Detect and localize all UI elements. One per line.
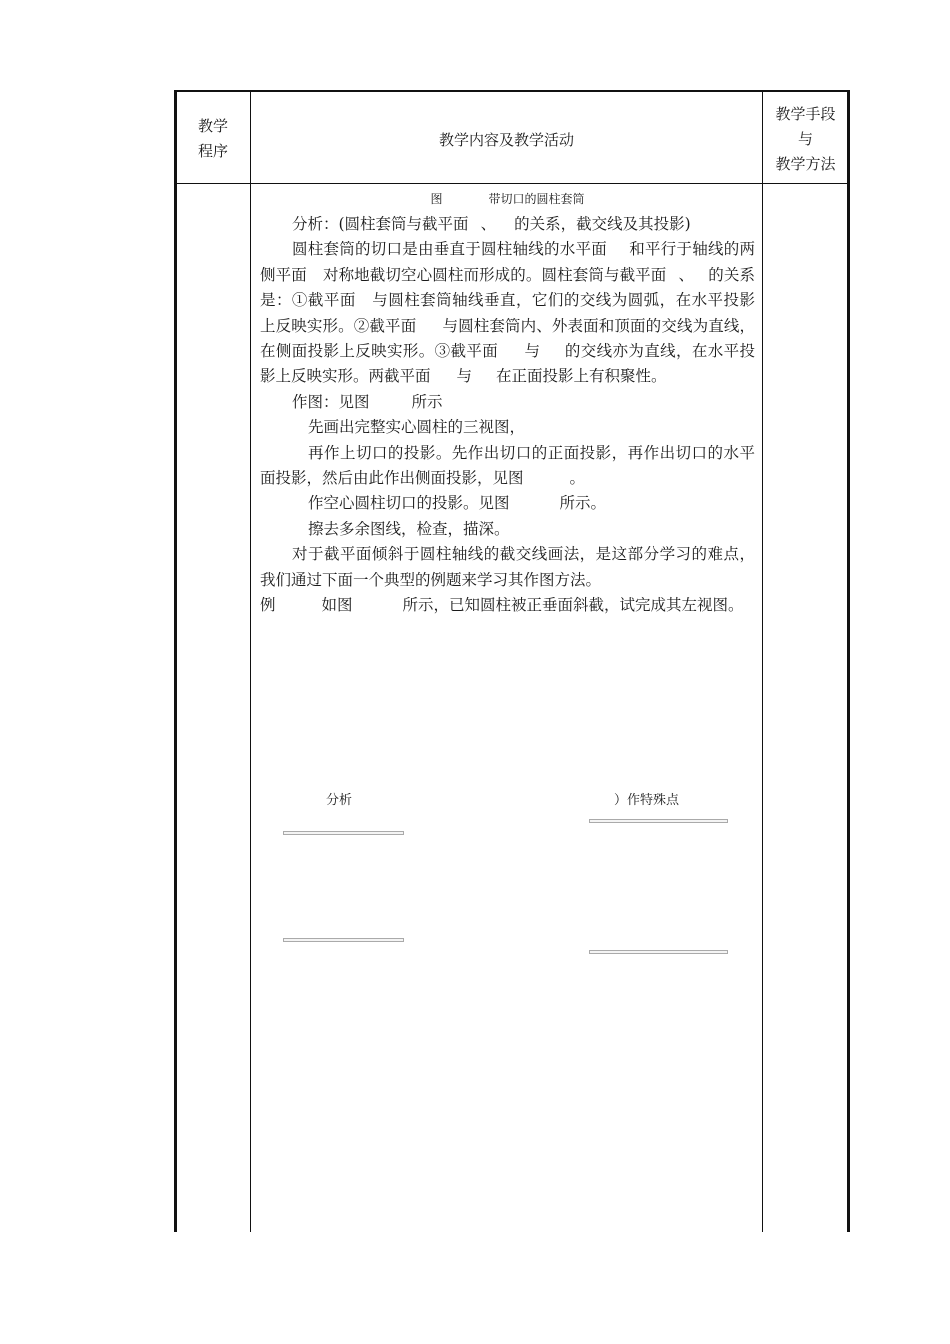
figure-placeholder-bar <box>283 831 404 835</box>
step-1: 先画出完整实心圆柱的三视图， <box>308 418 526 437</box>
column-divider-1 <box>250 90 251 1232</box>
lesson-content <box>260 188 755 619</box>
figure-label-analysis: 分析 <box>326 793 353 808</box>
column-divider-2 <box>762 90 763 1232</box>
example-line: 例 如图 所示，已知圆柱被正垂面斜截，试完成其左视图。 <box>260 596 744 615</box>
header-teaching-methods: 教学手段 与 教学方法 <box>775 105 836 173</box>
figure-caption: 图 带切口的圆柱套筒 <box>430 192 585 206</box>
step-4: 擦去多余图线，检查，描深。 <box>308 519 510 538</box>
analysis-line: 分析：(圆柱套筒与截平面 、 的关系，截交线及其投影) <box>292 215 691 233</box>
figure-placeholder-bar <box>589 819 728 823</box>
figure-label-special-points: ）作特殊点 <box>614 793 680 808</box>
figure-placeholder-bar <box>283 938 404 942</box>
step-3: 作空心圆柱切口的投影。见图 所示。 <box>308 494 607 513</box>
difficulty-paragraph: 对于截平面倾斜于圆柱轴线的截交线画法，是这部分学习的难点，我们通过下面一个典型的例题来学习其作图方法。 <box>260 545 755 589</box>
header-teaching-procedure: 教学 程序 <box>197 117 228 160</box>
drawing-line: 作图：见图 所示 <box>292 392 443 411</box>
analysis-paragraph: 圆柱套筒的切口是由垂直于圆柱轴线的水平面 和平行于轴线的两侧平面 对称地截切空心圆柱而形成的。圆柱套筒与截平面 、 的关系是：①截平面 与圆柱套筒轴线垂直，它们的交线为圆弧，在水平投影上反映实形。②截平面 与圆柱套筒内、外表面和顶面的交线为直线，在侧面投影上反映实形。③截平面 与 的交线亦为直线，在水平投影上反映实形。两截平面 与 在正面投影上有积聚性。 <box>260 240 755 386</box>
header-divider <box>174 183 850 184</box>
step-2: 再作上切口的投影。先作出切口的正面投影，再作出切口的水平面投影，然后由此作出侧面投影，见图 。 <box>260 443 755 488</box>
figure-placeholder-bar <box>589 950 728 954</box>
header-teaching-content: 教学内容及教学活动 <box>438 131 574 149</box>
